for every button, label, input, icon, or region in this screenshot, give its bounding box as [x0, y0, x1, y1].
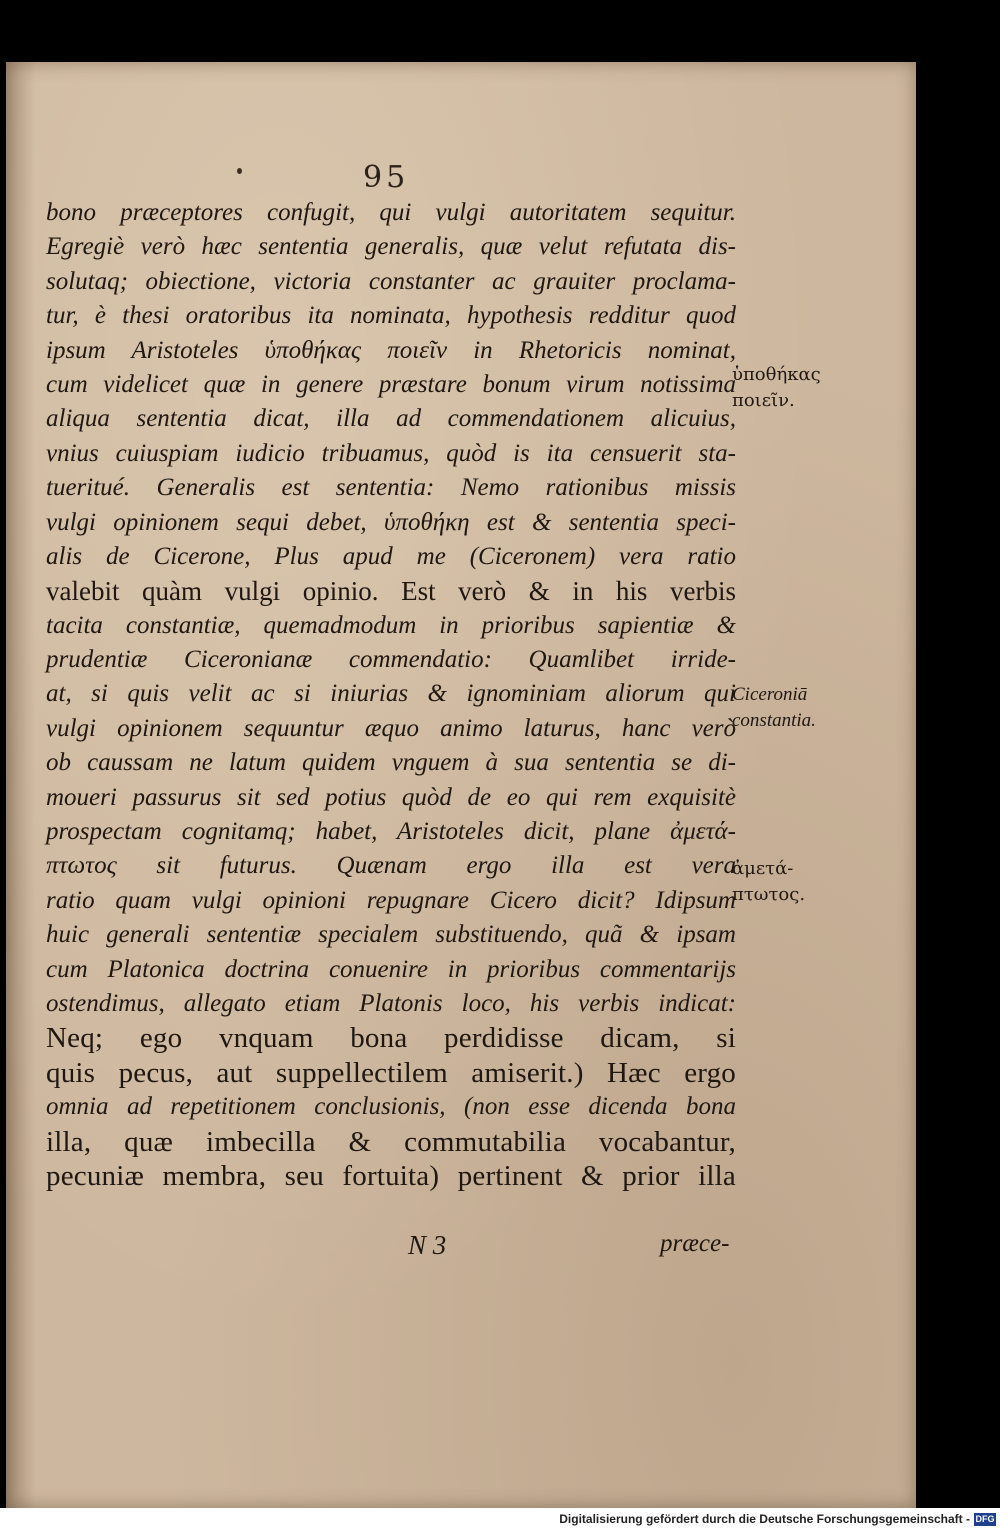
text-line: πτωτος sit futurus. Quænam ergo illa est vera [46, 852, 736, 880]
text-line: at, si quis velit ac si iniurias & ignominiam aliorum qui [46, 680, 736, 708]
text-line: ostendimus, allegato etiam Platonis loco, his verbis indicat: [46, 989, 736, 1017]
text-line: ipsum Aristoteles ὑποθήκας ποιεῖν in Rhetoricis nominat, [46, 336, 736, 364]
text-line: tur, è thesi oratoribus ita nominata, hypothesis redditur quod [46, 302, 736, 330]
text-line: illa, quæ imbecilla & commutabilia vocabantur, [46, 1125, 736, 1158]
text-line: aliqua sententia dicat, illa ad commendationem alicuius, [46, 405, 736, 433]
ink-speck [237, 168, 242, 174]
text-line: Egregiè verò hæc sententia generalis, quæ velut refutata dis- [46, 233, 736, 261]
text-line: cum videlicet quæ in genere præstare bonum virum notissima [46, 370, 736, 398]
text-line: cum Platonica doctrina conuenire in prioribus commentarijs [46, 955, 736, 983]
margin-note [732, 362, 821, 414]
text-line: vulgi opinionem sequuntur æquo animo laturus, hanc verò [46, 714, 736, 742]
signature-mark: N 3 [408, 1230, 447, 1260]
text-line: vnius cuiuspiam iudicio tribuamus, quòd is ita censuerit sta- [46, 439, 736, 467]
margin-note-line: ὑποθήκας [732, 364, 821, 385]
text-line: huic generali sententiæ specialem substituendo, quã & ipsam [46, 921, 736, 949]
margin-note [732, 856, 805, 908]
main-text [46, 196, 736, 1193]
margin-note-line: constantia. [732, 710, 816, 731]
footer-bar [0, 1508, 1000, 1532]
text-line: omnia ad repetitionem conclusionis, (non esse dicenda bona [46, 1093, 736, 1121]
text-line: vulgi opinionem sequi debet, ὑποθήκη est & sententia speci- [46, 508, 736, 536]
text-line: tacita constantiæ, quemadmodum in prioribus sapientiæ & [46, 611, 736, 639]
text-line: ratio quam vulgi opinioni repugnare Cicero dicit? Idipsum [46, 886, 736, 914]
text-line: alis de Cicerone, Plus apud me (Ciceronem) vera ratio [46, 542, 736, 570]
margin-note-line: πτωτος. [732, 884, 806, 905]
text-line: valebit quàm vulgi opinio. Est verò & in his verbis [46, 576, 736, 607]
dfg-logo-icon: DFG [975, 1514, 995, 1524]
margin-note-line: ἀμετά- [732, 858, 794, 879]
margin-note [732, 682, 816, 734]
text-line: Neq; ego vnquam bona perdidisse dicam, si [46, 1022, 736, 1055]
margin-note-line: ποιεῖν. [732, 390, 795, 411]
text-line: solutaq; obiectione, victoria constanter ac grauiter proclama- [46, 267, 736, 295]
page-number: 95 [363, 160, 410, 195]
text-line: pecuniæ membra, seu fortuita) pertinent & prior illa [46, 1159, 736, 1192]
footer-credit: Digitalisierung gefördert durch die Deutsche Forschungsgemeinschaft - [559, 1512, 970, 1526]
text-line: tueritué. Generalis est sententia: Nemo rationibus missis [46, 474, 736, 502]
text-line: quis pecus, aut suppellectilem amiserit.) Hæc ergo [46, 1056, 736, 1089]
margin-note-line: Ciceroniā [732, 684, 808, 705]
text-line: ob caussam ne latum quidem vnguem à sua sententia se di- [46, 749, 736, 777]
text-line: moueri passurus sit sed potius quòd de eo qui rem exquisitè [46, 783, 736, 811]
text-line: bono præceptores confugit, qui vulgi autoritatem sequitur. [46, 199, 736, 226]
text-line: prospectam cognitamq; habet, Aristoteles dicit, plane ἀμετά- [46, 818, 736, 846]
text-line: prudentiæ Ciceronianæ commendatio: Quamlibet irride- [46, 646, 736, 674]
catchword: præce- [660, 1230, 730, 1257]
